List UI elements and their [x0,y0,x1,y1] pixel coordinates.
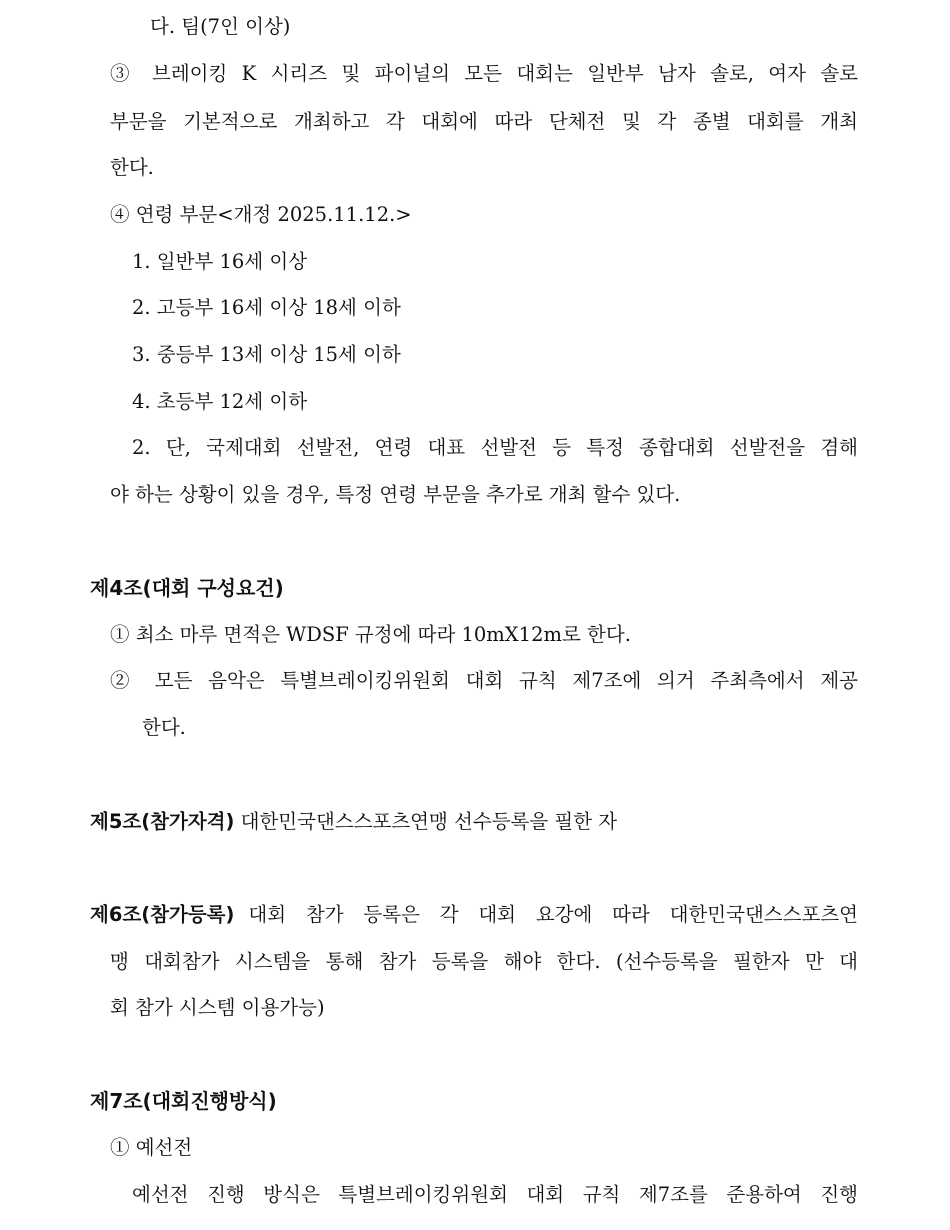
age-item-1: 1. 일반부 16세 이상 [132,250,308,273]
clause-3-line-3: 한다. [110,156,154,179]
age-item-2: 2. 고등부 16세 이상 18세 이하 [132,296,401,319]
article-6-text: 대회 참가 등록은 각 대회 요강에 따라 대한민국댄스스포츠연 [248,903,858,926]
item-team: 다. 팀(7인 이상) [150,15,291,38]
article-5 [90,810,617,834]
proviso-line-1: 2. 단, 국제대회 선발전, 연령 대표 선발전 등 특정 종합대회 선발전을 겸해 [132,436,858,459]
age-item-3: 3. 중등부 13세 이상 15세 이하 [132,343,401,366]
article-4-item-1: ① 최소 마루 면적은 WDSF 규정에 따라 10mX12m로 한다. [110,623,631,646]
article-4-heading: 제4조(대회 구성요건) [90,576,284,600]
proviso-line-2: 야 하는 상황이 있을 경우, 특정 연령 부문을 추가로 개최 할수 있다. [110,483,681,506]
article-4-item-2-line-2: 한다. [142,716,186,739]
article-4-item-2-line-1: ② 모든 음악은 특별브레이킹위원회 대회 규칙 제7조에 의거 주최측에서 제공 [110,669,858,692]
article-7-heading: 제7조(대회진행방식) [90,1089,277,1113]
clause-3-line-2: 부문을 기본적으로 개최하고 각 대회에 따라 단체전 및 각 종별 대회를 개최 [110,110,858,133]
clause-4-heading: ④ 연령 부문<개정 2025.11.12.> [110,203,412,226]
article-6-line-3: 회 참가 시스템 이용가능) [110,996,325,1019]
article-5-heading: 제5조(참가자격) [90,810,235,833]
article-6-line-1 [90,903,858,927]
article-6-line-2: 맹 대회참가 시스템을 통해 참가 등록을 해야 한다. (선수등록을 필한자 만 대 [110,950,858,973]
article-7-item-1-text: 예선전 진행 방식은 특별브레이킹위원회 대회 규칙 제7조를 준용하여 진행 [132,1183,858,1206]
age-item-4: 4. 초등부 12세 이하 [132,390,308,413]
article-7-item-1: ① 예선전 [110,1136,193,1159]
clause-3-line-1: ③ 브레이킹 K 시리즈 및 파이널의 모든 대회는 일반부 남자 솔로, 여자 솔로 [110,62,858,85]
article-6-heading: 제6조(참가등록) [90,903,235,926]
article-5-text: 대한민국댄스스포츠연맹 선수등록을 필한 자 [240,810,618,833]
